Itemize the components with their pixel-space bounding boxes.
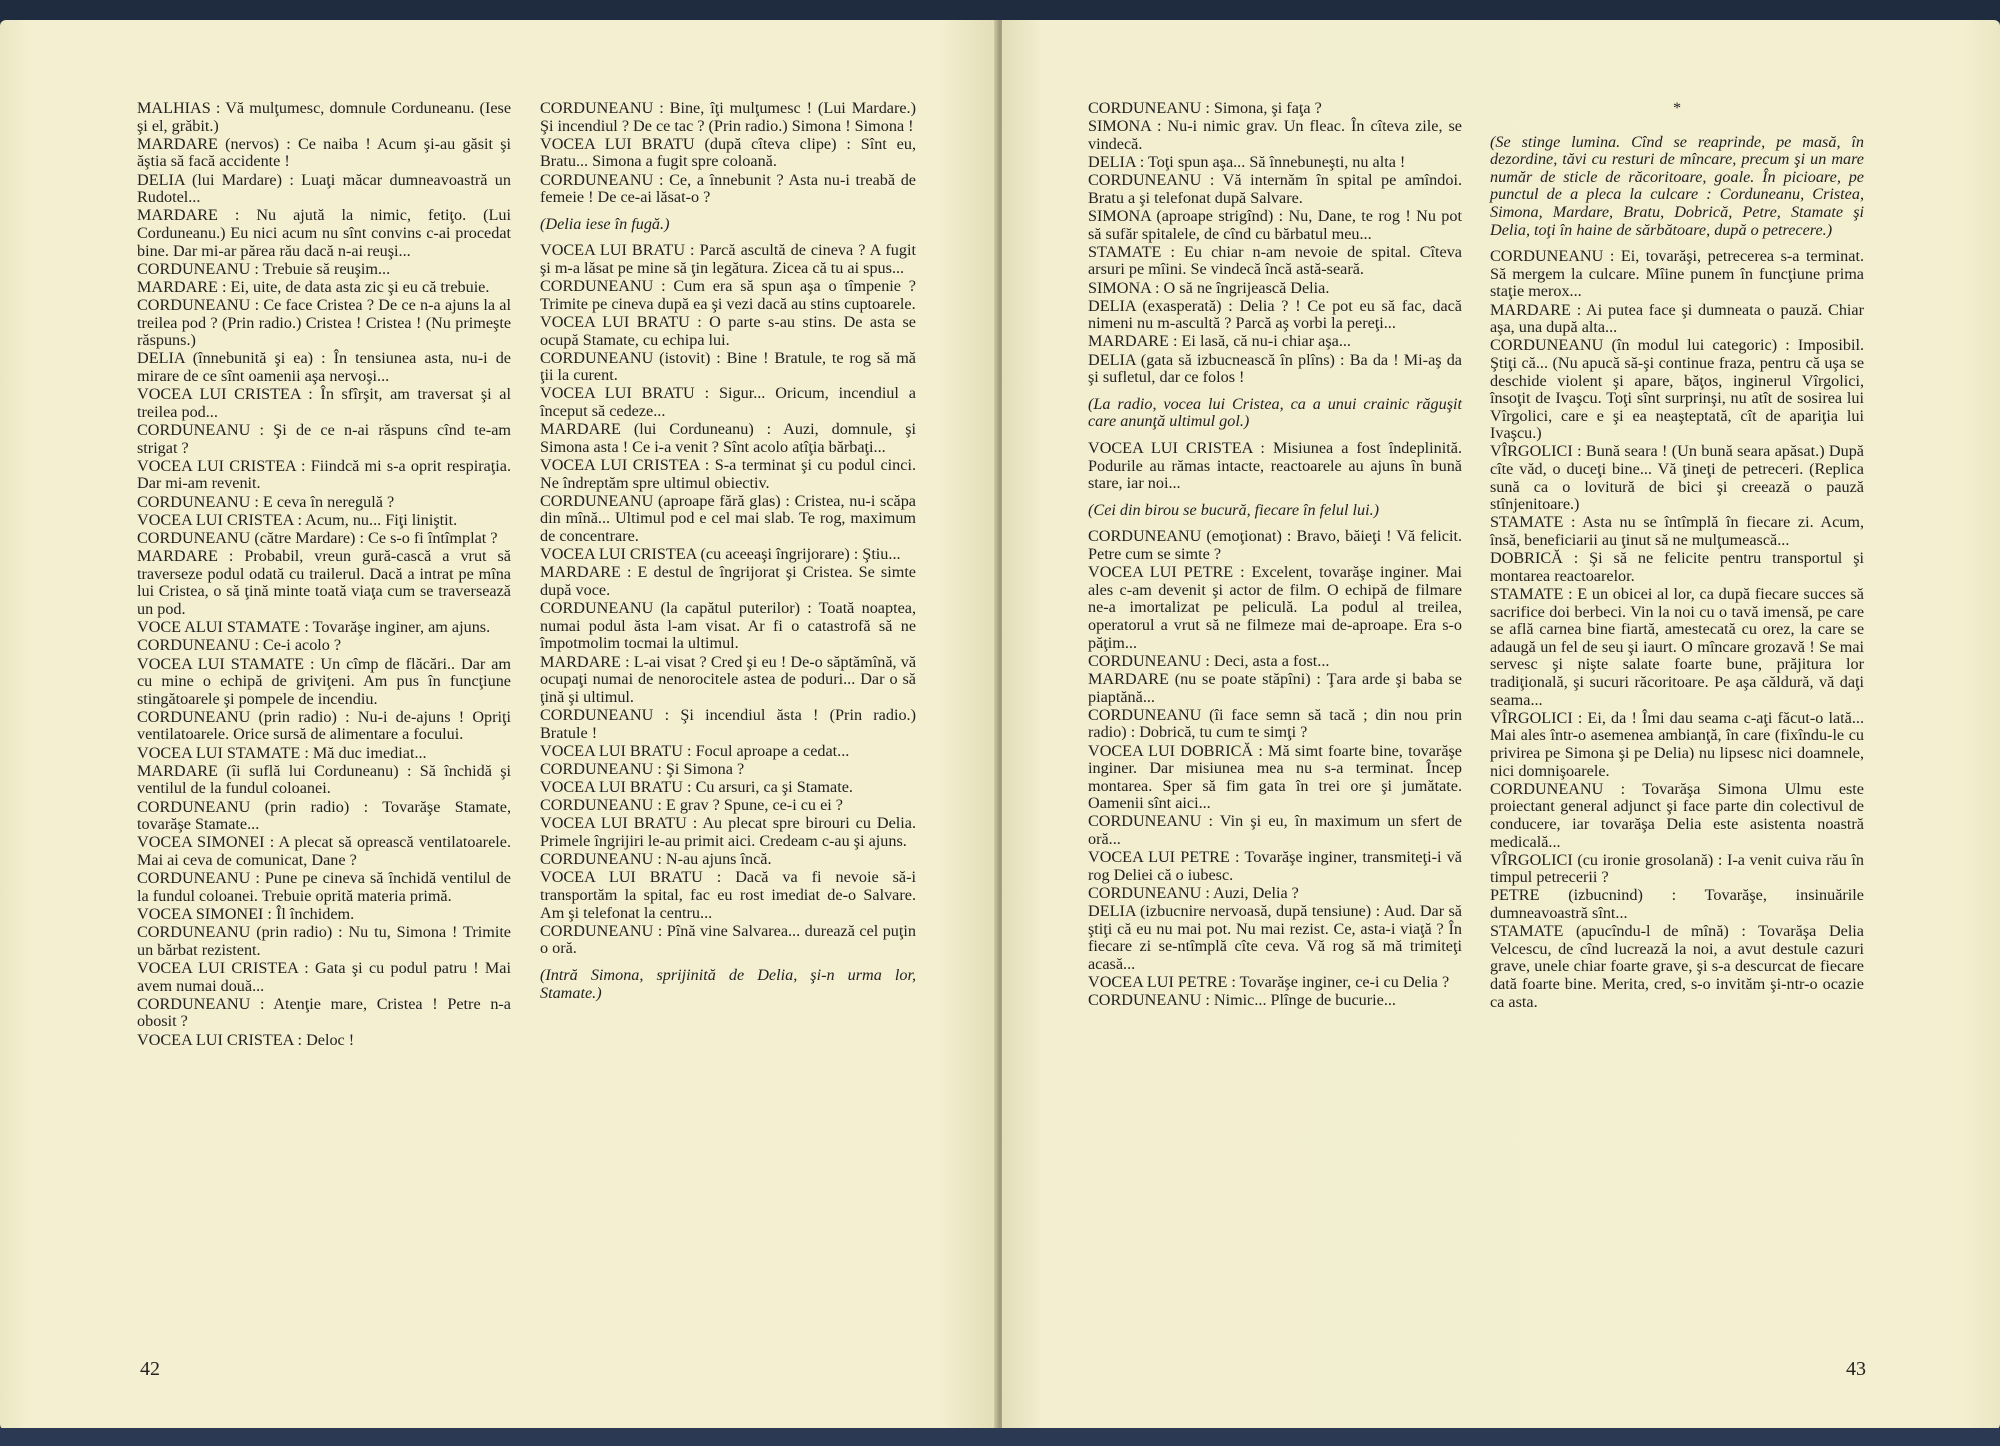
script-line: VOCEA LUI CRISTEA : Misiunea a fost îndeplinită. Podurile au rămas intacte, reactoarele au ajuns în bună stare, iar noi...: [1088, 439, 1462, 493]
script-line: VOCEA LUI CRISTEA (cu aceeaşi îngrijorare) : Ştiu...: [540, 545, 901, 564]
script-line: (Cei din birou se bucură, fiecare în felul lui.): [1088, 500, 1380, 519]
script-line: VOCEA LUI BRATU : Sigur... Oricum, incendiul a început să cedeze...: [540, 384, 916, 421]
page-number-right: 43: [1846, 1358, 1866, 1380]
script-line: CORDUNEANU : Ce-i acolo ?: [137, 636, 342, 655]
right-page: [1002, 20, 2000, 1430]
script-line: DELIA (gata să izbucnească în plîns) : Ba da ! Mi-aş da şi sufletul, dar ce folos !: [1088, 350, 1462, 387]
script-line: MARDARE (nu se poate stăpîni) : Ţara arde şi baba se piaptănă...: [1088, 669, 1462, 706]
script-line: VOCEA LUI PETRE : Excelent, tovarăşe inginer. Mai ales c-am devenit şi actor de film. O echipă de filmare ne-a imortalizat pe peliculă. La podul al treilea, operatorul a vrut să ne filmeze mai de-aproape. Era s-o păţim...: [1088, 563, 1462, 652]
script-line: DELIA (exasperată) : Delia ? ! Ce pot eu să fac, dacă nimeni nu m-ascultă ? Parcă aş vorbi la pereţi...: [1088, 296, 1462, 333]
script-line: DOBRICĂ : Şi să ne felicite pentru transportul şi montarea reactoarelor.: [1490, 549, 1864, 585]
script-line: STAMATE : E un obicei al lor, ca după fiecare succes să sacrifice doi berbeci. Vin la noi cu o tavă imensă, pe care se află carnea bine fiartă, amestecată cu orez, la care se adaugă un fel de seu şi iaurt. O mîncare grozavă ! Se mai servesc şi nişte salate foarte bune, prăjitura lor tradiţională, şi sucuri răcoritoare. Pe aşa căldură, vă daţi seama...: [1490, 585, 1864, 709]
script-line: CORDUNEANU : Şi de ce n-ai răspuns cînd te-am strigat ?: [137, 421, 511, 457]
script-line: MARDARE (lui Corduneanu) : Auzi, domnule, şi Simona asta ! Ce i-a venit ? Sînt acolo atîţia bărbaţi...: [540, 420, 916, 456]
script-line: MARDARE : Ei, uite, de data asta zic şi eu că trebuie.: [137, 277, 490, 296]
script-line: CORDUNEANU : Deci, asta a fost...: [1088, 651, 1330, 670]
script-line: CORDUNEANU : Vă internăm în spital pe amîndoi. Bratu a şi telefonat după Salvare.: [1088, 171, 1462, 207]
script-line: SIMONA : O să ne îngrijească Delia.: [1088, 278, 1330, 297]
script-line: VÎRGOLICI : Ei, da ! Îmi dau seama c-aţi făcut-o lată... Mai ales într-o asemenea ambianţă, în care (fixîndu-le cu privirea pe Simona şi pe Delia) nu lipsesc nici doamnele, nici domnişoarele.: [1490, 708, 1864, 780]
left-column-1: [137, 100, 511, 1050]
script-line: STAMATE (apucîndu-l de mînă) : Tovarăşa Delia Velcescu, de cînd lucrează la noi, a avut destule cazuri grave, unele chiar foarte grave, şi s-a descurcat de fiecare dată foarte bine. Merita, cred, s-o invităm şi-ntr-o ocazie ca asta.: [1490, 922, 1864, 1011]
script-line: CORDUNEANU (prin radio) : Nu-i de-ajuns ! Opriţi ventilatoarele. Orice sursă de alimentare a focului.: [137, 707, 511, 744]
page-number-left: 42: [140, 1358, 160, 1380]
script-line: (Delia iese în fugă.): [540, 214, 670, 233]
script-line: MARDARE : L-ai visat ? Cred şi eu ! De-o săptămînă, vă ocupaţi numai de nenorocitele astea de poduri... Dar o să ţină şi ultimul.: [540, 652, 916, 706]
script-line: STAMATE : Eu chiar n-am nevoie de spital. Cîteva arsuri pe mîini. Se vindecă încă astă-seară.: [1088, 242, 1462, 279]
script-line: CORDUNEANU : Nimic... Plînge de bucurie...: [1088, 991, 1396, 1010]
script-line: VOCEA LUI BRATU : O parte s-au stins. De asta se ocupă Stamate, cu echipa lui.: [540, 312, 916, 349]
script-line: MARDARE : E destul de îngrijorat şi Cristea. Se simte după voce.: [540, 563, 916, 599]
script-line: CORDUNEANU (prin radio) : Tovarăşe Stamate, tovarăşe Stamate...: [137, 797, 511, 834]
script-line: CORDUNEANU (prin radio) : Nu tu, Simona ! Trimite un bărbat rezistent.: [137, 923, 511, 959]
script-line: MARDARE : Ai putea face şi dumneata o pauză. Chiar aşa, una după alta...: [1490, 300, 1864, 337]
script-line: CORDUNEANU (istovit) : Bine ! Bratule, te rog să mă ţii la curent.: [540, 348, 916, 385]
script-line: CORDUNEANU : Ce face Cristea ? De ce n-a ajuns la al treilea pod ? (Prin radio.) Cristea ! Cristea ! (Nu primeşte răspuns.): [137, 296, 511, 350]
script-line: CORDUNEANU : E ceva în neregulă ?: [137, 492, 395, 511]
script-line: VOCE ALUI STAMATE : Tovarăşe inginer, am ajuns.: [137, 618, 491, 637]
script-line: CORDUNEANU : Atenţie mare, Cristea ! Petre n-a obosit ?: [137, 994, 511, 1031]
script-line: VÎRGOLICI : Bună seara ! (Un bună seara apăsat.) După cîte văd, o duceţi bine... Vă ţineţi de petreceri. (Replica sună ca o lovitură de bici şi creează o pauză stînjenitoare.): [1490, 442, 1864, 514]
script-line: VOCEA LUI STAMATE : Mă duc imediat...: [137, 743, 427, 762]
script-line: MALHIAS : Vă mulţumesc, domnule Corduneanu. (Iese şi el, grăbit.): [137, 99, 511, 135]
script-line: CORDUNEANU (către Mardare) : Ce s-o fi întîmplat ?: [137, 528, 498, 547]
script-line: MARDARE : Probabil, vreun gură-cască a vrut să traverseze podul odată cu trailerul. Dacă a intrat pe mîna lui Cristea, o să ţină minte toată viaţa cum se traversează un pod.: [137, 547, 511, 618]
script-line: STAMATE : Asta nu se întîmplă în fiecare zi. Acum, însă, beneficiarii au ţinut să ne mulţumească...: [1490, 513, 1864, 550]
script-line: VOCEA LUI BRATU : Focul aproape a cedat...: [540, 741, 850, 760]
script-line: VOCEA LUI CRISTEA : Fiindcă mi s-a oprit respiraţia. Dar mi-am revenit.: [137, 456, 511, 493]
script-line: DELIA (lui Mardare) : Luaţi măcar dumneavoastră un Rudotel...: [137, 170, 511, 207]
script-line: MARDARE (nervos) : Ce naiba ! Acum şi-au găsit şi ăştia să facă accidente !: [137, 134, 511, 171]
script-line: DELIA (izbucnire nervoasă, după tensiune) : Aud. Dar să ştiţi că eu nu mai pot. Nu mai rezist. Ce, asta-i viaţă ? În fiecare zi se-ntîmplă cîte ceva. Vă rog să mă trimiteţi acasă...: [1088, 902, 1462, 973]
script-line: VÎRGOLICI (cu ironie grosolană) : I-a venit cuiva rău în timpul petrecerii ?: [1490, 850, 1864, 887]
script-line: CORDUNEANU : Pune pe cineva să închidă ventilul de la fundul coloanei. Trebuie oprită materia primă.: [137, 869, 511, 905]
script-line: VOCEA LUI PETRE : Tovarăşe inginer, transmiteţi-i vă rog Deliei că o iubesc.: [1088, 848, 1462, 884]
script-line: CORDUNEANU : E grav ? Spune, ce-i cu ei ?: [540, 796, 843, 815]
left-column-2: [540, 100, 916, 1003]
script-line: VOCEA LUI CRISTEA : Acum, nu... Fiţi liniştit.: [137, 510, 458, 529]
script-line: MARDARE (îi suflă lui Corduneanu) : Să închidă şi ventilul de la fundul coloanei.: [137, 761, 511, 798]
script-line: CORDUNEANU : Ce, a înnebunit ? Asta nu-i treabă de femeie ! De ce-ai lăsat-o ?: [540, 170, 916, 207]
script-line: CORDUNEANU : Vin şi eu, în maximum un sfert de oră...: [1088, 812, 1462, 849]
script-line: CORDUNEANU : Cum era să spun aşa o tîmpenie ? Trimite pe cineva după ea şi vezi dacă au stins cuptoarele.: [540, 277, 916, 313]
script-line: VOCEA LUI DOBRICĂ : Mă simt foarte bine, tovarăşe inginer. Dar misiunea mea nu s-a terminat. Încep montarea. Sper să fim gata în trei ore şi jumătate. Oamenii sînt aici...: [1088, 741, 1462, 813]
script-line: VOCEA LUI BRATU : Cu arsuri, ca şi Stamate.: [540, 778, 853, 797]
script-line: (Intră Simona, sprijinită de Delia, şi-n urma lor, Stamate.): [540, 965, 916, 1002]
script-line: VOCEA LUI CRISTEA : În sfîrşit, am traversat şi al treilea pod...: [137, 385, 511, 421]
script-line: DELIA : Toţi spun aşa... Să înnebuneşti, nu alta !: [1088, 152, 1406, 171]
script-line: VOCEA LUI PETRE : Tovarăşe inginer, ce-i cu Delia ?: [1088, 973, 1450, 992]
script-line: VOCEA LUI CRISTEA : S-a terminat şi cu podul cinci. Ne îndreptăm spre ultimul obiectiv.: [540, 456, 916, 492]
script-line: CORDUNEANU : Tovarăşa Simona Ulmu este proiectant general adjunct şi face parte din colectivul de conducere, iar tovarăşa Delia este asistenta noastră medicală...: [1490, 779, 1864, 851]
script-line: CORDUNEANU : Auzi, Delia ?: [1088, 884, 1299, 903]
script-line: CORDUNEANU : Pînă vine Salvarea... durează cel puţin o oră.: [540, 921, 916, 958]
script-line: VOCEA LUI CRISTEA : Deloc !: [137, 1030, 355, 1049]
script-line: (La radio, vocea lui Cristea, ca a unui crainic răguşit care anunţă ultimul gol.): [1088, 394, 1462, 431]
book-cover-top: [0, 0, 2000, 22]
script-line: CORDUNEANU (îi face semn să tacă ; din nou prin radio) : Dobrică, tu cum te simţi ?: [1088, 705, 1462, 742]
script-line: CORDUNEANU : Simona, şi faţa ?: [1088, 99, 1322, 117]
script-line: MARDARE : Nu ajută la nimic, fetiţo. (Lui Corduneanu.) Eu nici acum nu sînt convins c-ai procedat bine. Dar mi-ar părea rău dacă n-ai reuşi...: [137, 206, 511, 260]
script-line: CORDUNEANU : Şi Simona ?: [540, 759, 745, 778]
script-line: CORDUNEANU : N-au ajuns încă.: [540, 850, 772, 869]
script-line: CORDUNEANU : Trebuie să reuşim...: [137, 259, 391, 278]
script-line: CORDUNEANU (aproape fără glas) : Cristea, nu-i scăpa din mînă... Ultimul pod e cel mai slab. Te rog, maximum de concentrare.: [540, 491, 916, 545]
script-line: VOCEA SIMONEI : A plecat să oprească ventilatoarele. Mai ai ceva de comunicat, Dane ?: [137, 833, 511, 869]
script-line: VOCEA LUI STAMATE : Un cîmp de flăcări.. Dar am cu mine o echipă de griviţeni. Am pus în funcţiune stingătoarele şi pompele de incendiu.: [137, 654, 511, 708]
script-line: CORDUNEANU (emoţionat) : Bravo, băieţi ! Vă felicit. Petre cum se simte ?: [1088, 527, 1462, 563]
book-cover-bottom: [0, 1428, 2000, 1446]
right-column-1: [1088, 100, 1462, 1011]
script-line: SIMONA : Nu-i nimic grav. Un fleac. În cîteva zile, se vindecă.: [1088, 117, 1462, 153]
script-line: (Se stinge lumina. Cînd se reaprinde, pe masă, în dezordine, tăvi cu resturi de mîncare, precum şi un mare număr de sticle de răcoritoare, goale. În picioare, pe punctul de a pleca la culcare : Corduneanu, Cristea, Simona, Mardare, Bratu, Dobrică, Petre, Stamate şi Delia, toţi în haine de sărbătoare, după o petrecere.): [1490, 132, 1864, 239]
script-line: DELIA (înnebunită şi ea) : În tensiunea asta, nu-i de mirare de ce sînt oamenii aşa nervoşi...: [137, 349, 511, 386]
script-line: VOCEA LUI BRATU : Au plecat spre birouri cu Delia. Primele îngrijiri le-au primit aici. Credeam c-au şi ajuns.: [540, 814, 916, 851]
script-line: VOCEA LUI BRATU : Parcă ascultă de cineva ? A fugit şi m-a lăsat pe mine să ţin legătura. Zicea că tu ai spus...: [540, 241, 916, 277]
right-column-2: [1490, 100, 1864, 1012]
script-line: VOCEA LUI BRATU : Dacă va fi nevoie să-i transportăm la spital, fac eu rost imediat de-o Salvare. Am şi telefonat la centru...: [540, 868, 916, 922]
script-line: VOCEA LUI CRISTEA : Gata şi cu podul patru ! Mai avem numai două...: [137, 958, 511, 995]
left-page: [0, 20, 998, 1430]
script-line: PETRE (izbucnind) : Tovarăşe, insinuările dumneavoastră sînt...: [1490, 886, 1864, 923]
script-line: CORDUNEANU (la capătul puterilor) : Toată noaptea, numai podul ăsta l-am visat. Ar fi o catastrofă să ne împotmolim tocmai la ultimul.: [540, 599, 916, 653]
script-line: MARDARE : Ei lasă, că nu-i chiar aşa...: [1088, 332, 1351, 351]
script-line: VOCEA SIMONEI : Îl închidem.: [137, 904, 355, 923]
script-line: VOCEA LUI BRATU (după cîteva clipe) : Sînt eu, Bratu... Simona a fugit spre coloană.: [540, 134, 916, 171]
script-line: CORDUNEANU : Bine, îţi mulţumesc ! (Lui Mardare.) Şi incendiul ? De ce tac ? (Prin radio.) Simona ! Simona !: [540, 99, 916, 135]
script-line: SIMONA (aproape strigînd) : Nu, Dane, te rog ! Nu pot să sufăr spitalele, de cînd cu bărbatul meu...: [1088, 206, 1462, 243]
script-line: CORDUNEANU : Ei, tovarăşi, petrecerea s-a terminat. Să mergem la culcare. Mîine punem în funcţiune prima staţie merox...: [1490, 247, 1864, 301]
script-line: CORDUNEANU (în modul lui categoric) : Imposibil. Ştiţi că... (Nu apucă să-şi continue fraza, pentru că uşa se deschide violent şi apare, băţos, inginerul Vîrgolici, însoţit de Ivaşcu. Toţi sînt surprinşi, nu atît de sosirea lui Vîrgolici, care e şi ea neaşteptată, cît de apariţia lui Ivaşcu.): [1490, 336, 1864, 443]
scene-break-star: *: [1672, 99, 1682, 117]
script-line: CORDUNEANU : Şi incendiul ăsta ! (Prin radio.) Bratule !: [540, 705, 916, 742]
